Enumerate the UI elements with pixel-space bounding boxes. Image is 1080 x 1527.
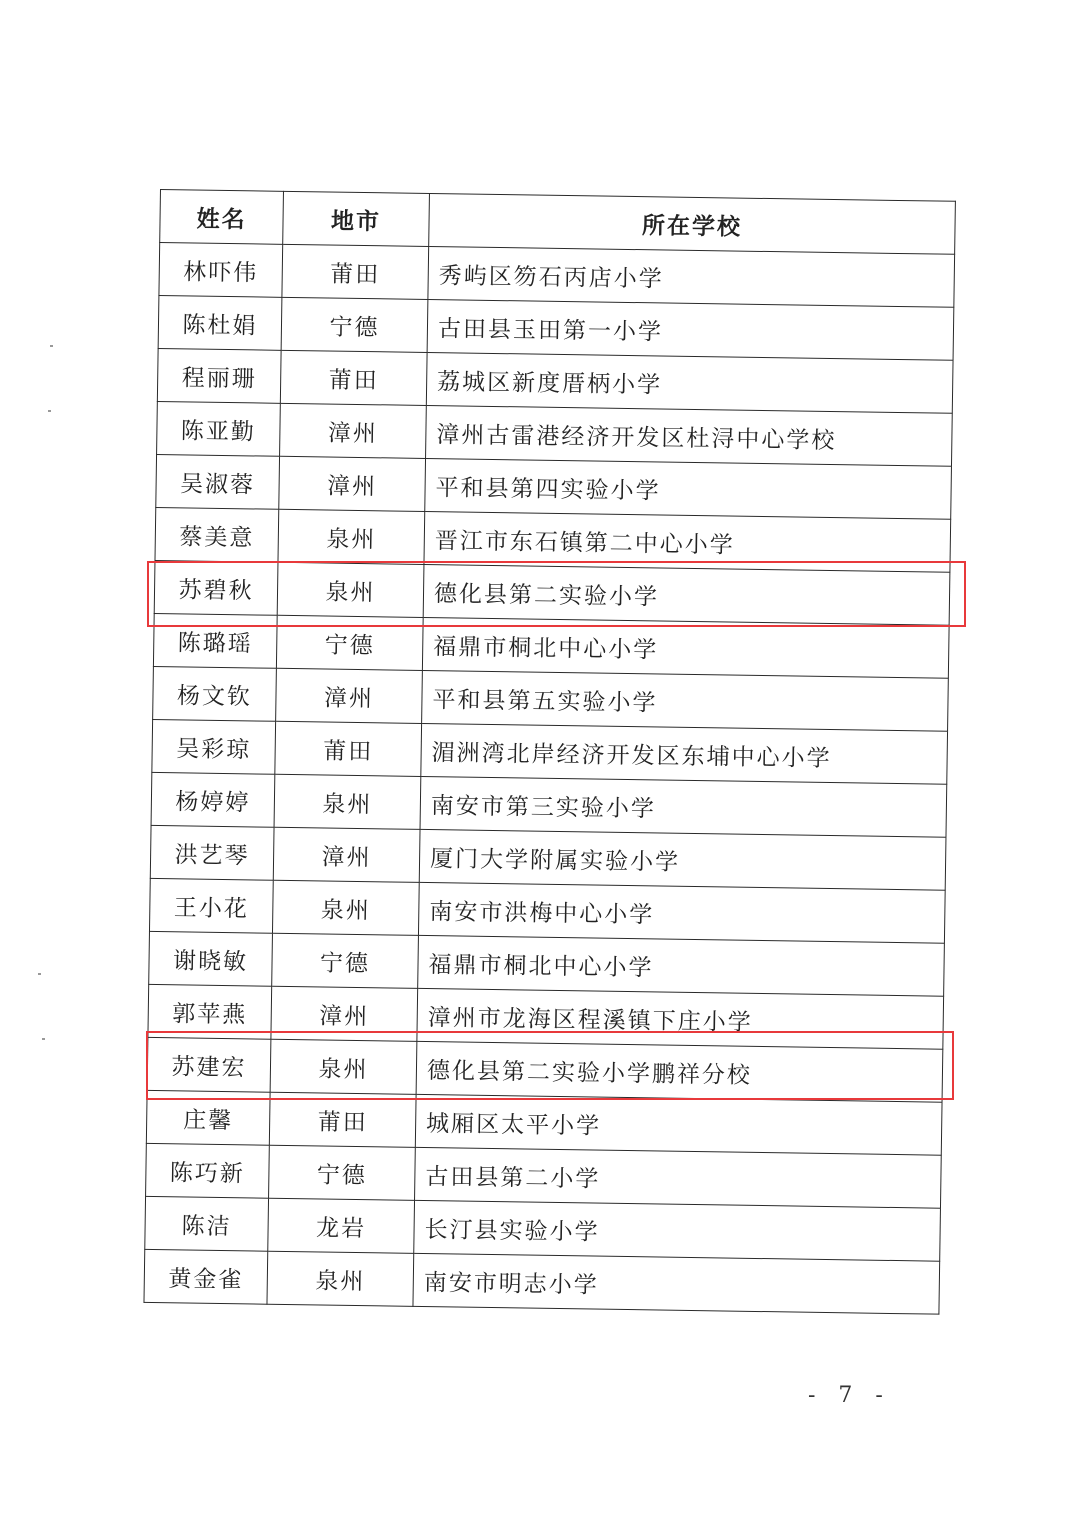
cell-name: 林吓伟 — [159, 243, 283, 298]
header-name: 姓名 — [160, 190, 284, 245]
highlight-box-row-16 — [146, 1031, 954, 1100]
cell-school: 漳州古雷港经济开发区杜浔中心学校 — [426, 405, 953, 466]
cell-name: 陈杜娟 — [158, 295, 282, 350]
cell-school: 福鼎市桐北中心小学 — [418, 935, 945, 996]
cell-city: 漳州 — [273, 827, 420, 882]
cell-city: 泉州 — [270, 1039, 417, 1094]
page-number: - 7 - — [808, 1383, 891, 1408]
cell-name: 黄金雀 — [144, 1249, 268, 1304]
cell-school: 南安市洪梅中心小学 — [418, 882, 945, 943]
cell-city: 泉州 — [272, 880, 419, 935]
cell-city: 漳州 — [276, 668, 423, 723]
cell-name: 陈亚勤 — [157, 401, 281, 456]
cell-name: 杨文钦 — [153, 666, 277, 721]
cell-school: 城厢区太平小学 — [415, 1094, 942, 1155]
cell-school: 秀屿区笏石丙店小学 — [428, 246, 955, 307]
cell-city: 宁德 — [269, 1145, 416, 1200]
cell-school: 福鼎市桐北中心小学 — [422, 617, 949, 678]
cell-name: 吴淑蓉 — [156, 454, 280, 509]
cell-name: 陈巧新 — [146, 1143, 270, 1198]
cell-school: 荔城区新度厝柄小学 — [426, 352, 953, 413]
cell-city: 宁德 — [272, 933, 419, 988]
cell-city: 泉州 — [274, 774, 421, 829]
cell-city: 宁德 — [281, 297, 428, 352]
cell-school: 德化县第二实验小学 — [423, 564, 950, 625]
cell-school: 南安市第三实验小学 — [420, 776, 947, 837]
cell-city: 莆田 — [282, 244, 429, 299]
cell-city: 莆田 — [280, 350, 427, 405]
cell-name: 陈洁 — [145, 1196, 269, 1251]
cell-school: 平和县第五实验小学 — [422, 670, 949, 731]
scan-speck — [42, 1038, 45, 1040]
cell-school: 古田县第二小学 — [415, 1147, 942, 1208]
roster-table — [143, 189, 955, 1315]
cell-school: 漳州市龙海区程溪镇下庄小学 — [417, 988, 944, 1049]
cell-city: 漳州 — [271, 986, 418, 1041]
cell-school: 长汀县实验小学 — [414, 1200, 941, 1261]
cell-city: 泉州 — [277, 562, 424, 617]
cell-name: 苏碧秋 — [154, 560, 278, 615]
cell-name: 吴彩琼 — [152, 719, 276, 774]
cell-city: 宁德 — [276, 615, 423, 670]
cell-name: 郭苹燕 — [148, 984, 272, 1039]
cell-name: 蔡美意 — [155, 507, 279, 562]
cell-city: 龙岩 — [268, 1198, 415, 1253]
header-city: 地市 — [283, 191, 430, 246]
scan-speck — [38, 973, 41, 975]
scan-speck — [50, 345, 53, 347]
highlight-box-row-7 — [147, 561, 966, 627]
cell-name: 庄馨 — [146, 1090, 270, 1145]
scan-speck — [48, 410, 51, 412]
cell-name: 谢晓敏 — [149, 931, 273, 986]
cell-name: 程丽珊 — [157, 348, 281, 403]
cell-name: 王小花 — [149, 878, 273, 933]
cell-name: 陈璐瑶 — [153, 613, 277, 668]
cell-school: 厦门大学附属实验小学 — [419, 829, 946, 890]
cell-school: 古田县玉田第一小学 — [427, 299, 954, 360]
cell-city: 漳州 — [280, 403, 427, 458]
cell-school: 德化县第二实验小学鹏祥分校 — [416, 1041, 943, 1102]
cell-name: 苏建宏 — [147, 1037, 271, 1092]
cell-city: 泉州 — [267, 1251, 414, 1306]
cell-city: 漳州 — [279, 456, 426, 511]
cell-school: 晋江市东石镇第二中心小学 — [424, 511, 951, 572]
table-row — [144, 1249, 940, 1314]
cell-city: 莆田 — [269, 1092, 416, 1147]
cell-name: 杨婷婷 — [151, 772, 275, 827]
cell-school: 湄洲湾北岸经济开发区东埔中心小学 — [421, 723, 948, 784]
cell-school: 南安市明志小学 — [413, 1253, 940, 1314]
cell-city: 泉州 — [278, 509, 425, 564]
header-school: 所在学校 — [429, 193, 956, 254]
document-sheet — [143, 189, 954, 1315]
cell-city: 莆田 — [275, 721, 422, 776]
cell-school: 平和县第四实验小学 — [425, 458, 952, 519]
cell-name: 洪艺琴 — [150, 825, 274, 880]
